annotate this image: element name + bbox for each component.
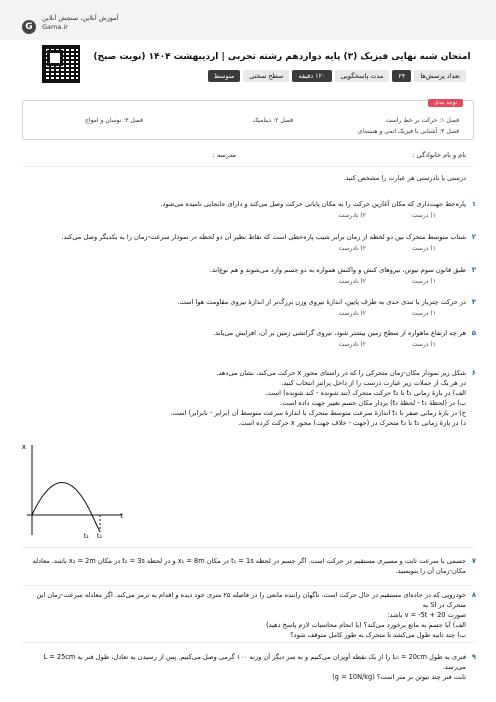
- question-number: ۲: [471, 233, 476, 241]
- question-text: پاره‌خط جهت‌داری که مکان آغازین حرکت را به مکان پایانی حرکت وصل می‌کند و دارای جابجایی نامیده می‌شود.: [160, 200, 466, 208]
- graph-curve: [32, 483, 100, 533]
- question-line: خودرویی که در جاده‌ای مستقیم در حال حرکت است، ناگهان راننده مانعی را در فاصله ۲۵ متری خود دیده و اقدام به ترمز می‌کند. اگر معادله سرعت-زمان این متحرک در SI به: [36, 591, 466, 609]
- question-number: ۷: [471, 557, 476, 565]
- question-line: صورت v = -5t + 20 باشد:: [387, 611, 466, 619]
- topic-item: فصل ۱: حرکت بر خط راست: [385, 117, 459, 124]
- question-1: [30, 199, 476, 219]
- question-8: [30, 590, 476, 640]
- question-number: ۵: [471, 329, 476, 337]
- question-7: [30, 556, 476, 576]
- option-true[interactable]: ۱) درست: [412, 278, 436, 285]
- option-false[interactable]: ۲) نادرست: [338, 245, 366, 252]
- t2-label: t₂: [96, 532, 102, 540]
- qr-code-icon: [42, 45, 80, 83]
- question-5: [30, 328, 476, 348]
- question-number: ۹: [471, 653, 476, 661]
- question-number: ۱: [471, 200, 476, 208]
- question-number: ۳: [471, 266, 476, 274]
- school-label: مدرسه :: [212, 151, 236, 159]
- option-false[interactable]: ۲) نادرست: [338, 278, 366, 285]
- level-value: متوسط: [208, 70, 240, 82]
- exam-title: امتحان شبه نهایی فیزیک (۳) پایه دوازدهم رشته تجربی | اردیبهشت ۱۴۰۴ (نوبت صبح): [93, 52, 471, 62]
- count-label: تعداد پرسش‌ها: [414, 70, 466, 82]
- student-info: [30, 151, 466, 159]
- option-false[interactable]: ۲) نادرست: [338, 341, 366, 348]
- option-false[interactable]: ۲) نادرست: [338, 310, 366, 317]
- question-line: الف) در بازهٔ زمانی t₁ تا t₂ حرکت متحرک (تند شونده - کند شونده) است.: [265, 389, 466, 397]
- question-line: در هر یک از جملات زیر عبارت درست را از داخل پرانتز انتخاب کنید.: [281, 379, 466, 387]
- question-9: [30, 652, 476, 682]
- question-number: ۶: [471, 369, 476, 377]
- question-text: شتاب متوسط متحرک بین دو لحظه از زمان برابر شیب پاره‌خطی است که نقاط نظیر آن دو لحظه در نمودار سرعت-زمان را به یکدیگر وصل می‌کند.: [61, 233, 466, 241]
- question-line: ثابت فنر چند نیوتن بر متر است؟ (g = 10N/kg): [332, 673, 466, 681]
- question-4: [30, 297, 476, 317]
- option-true[interactable]: ۱) درست: [412, 245, 436, 252]
- question-line: جسمی با سرعت ثابت و مسیری مستقیم در حرکت است. اگر جسم در لحظه t₁ = 1s در مکان x₁ = 8m و در لحظه t₂ = 3s در مکان x₂ = 2m باشد، معادله: [32, 557, 466, 565]
- topics-tag: توجه بندی: [428, 99, 463, 107]
- topic-item: فصل ۲: دینامیک: [252, 117, 293, 124]
- question-line: الف) آیا جسم به مانع برخورد می‌کند؟ (با انجام محاسبات لازم پاسخ دهید): [266, 621, 466, 629]
- question-line: د) در بازهٔ زمانی t₁ تا t₂ متحرک در (جهت - خلاف جهت) محور x حرکت کرده است.: [238, 419, 466, 427]
- level-label: سطح سختی: [243, 70, 289, 82]
- duration-label: مدت پاسخگویی: [335, 70, 390, 82]
- option-true[interactable]: ۱) درست: [412, 212, 436, 219]
- topic-item: فصل ۴: آشنایی با فیزیک اتمی و هسته‌ای: [357, 128, 459, 135]
- divider: [22, 166, 474, 167]
- question-2: [30, 232, 476, 252]
- section-title: درستی یا نادرستی هر عبارت را مشخص کنید.: [343, 174, 466, 182]
- question-text: طبق قانون سوم نیوتن، نیروهای کنش و واکنش همواره به دو جسم وارد می‌شوند و هم نوع‌اند.: [209, 266, 466, 274]
- divider: [22, 585, 474, 586]
- question-line: ج) در بازهٔ زمانی صفر تا t₁ اندازهٔ سرعت متوسط متحرک با اندازهٔ سرعت متوسط آن (برابر - نابرابر) است.: [170, 409, 466, 417]
- brand-slogan: آموزش آنلاین، سنجش آنلاین: [42, 14, 119, 22]
- question-line: مکان-زمان آن را بنویسید.: [395, 567, 466, 575]
- brand-text: [42, 14, 118, 32]
- exam-meta: [208, 70, 466, 82]
- question-line: شکل زیر نمودار مکان-زمان متحرکی را که در راستای محور x حرکت می‌کند، نشان می‌دهد.: [216, 369, 466, 377]
- option-true[interactable]: ۱) درست: [412, 341, 436, 348]
- topics-card: [22, 100, 474, 140]
- option-true[interactable]: ۱) درست: [412, 310, 436, 317]
- x-axis-label: t: [120, 512, 123, 520]
- question-line: فنری به طول L₀ = 20cm را از یک نقطه آویزان می‌کنیم و به سر دیگر آن وزنه ۱۰۰ گرمی وصل می‌کنیم. پس از رسیدن به تعادل، طول فنر به L = 25cm می‌رسد.: [43, 653, 466, 671]
- topic-item: فصل ۳: نوسان و امواج: [85, 117, 143, 124]
- brand-domain[interactable]: Gama.ir: [42, 23, 68, 31]
- question-text: هر چه ارتفاع ماهواره از سطح زمین بیشتر شود، نیروی گرانشی زمین بر آن، افزایش می‌یابد.: [212, 329, 466, 337]
- question-3: [30, 265, 476, 285]
- count-value: ۲۴: [392, 70, 411, 82]
- divider: [22, 642, 474, 643]
- question-text: در حرکت چترباز با تندی حدی به طرف پایین، اندازهٔ نیروی وزن بزرگ‌تر از اندازهٔ نیروی مقاومت هوا است.: [177, 298, 466, 306]
- divider: [22, 547, 474, 548]
- question-number: ۴: [471, 298, 476, 306]
- question-number: ۸: [471, 591, 476, 599]
- y-axis-label: x: [22, 443, 26, 451]
- question-line: ب) در (لحظهٔ t₁ - لحظهٔ t₂) بردار مکان جسم تغییر جهت داده است.: [280, 399, 466, 407]
- gama-logo-icon[interactable]: G: [22, 20, 36, 34]
- t1-label: t₁: [83, 532, 89, 540]
- name-label: نام و نام خانوادگی :: [412, 151, 466, 159]
- question-line: ب) چند ثانیه طول می‌کشد تا متحرک به طور کامل متوقف شود؟: [290, 631, 466, 639]
- question-6: [30, 368, 476, 428]
- option-false[interactable]: ۲) نادرست: [338, 212, 366, 219]
- position-time-graph: [22, 440, 132, 540]
- duration-value: ۱۲۰ دقیقه: [292, 70, 331, 82]
